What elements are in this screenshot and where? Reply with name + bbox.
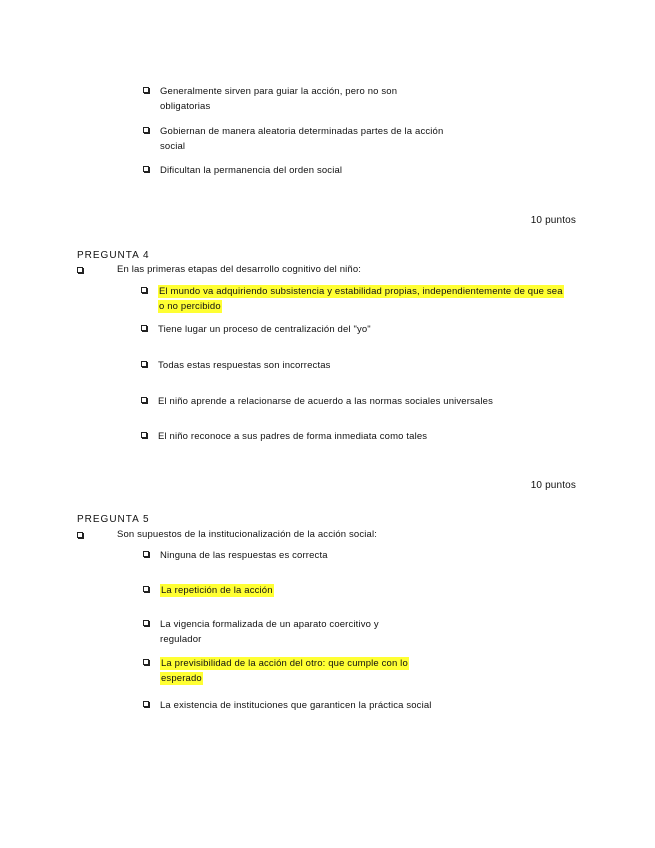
checkbox-icon: [77, 267, 83, 273]
option-label: El niño aprende a relacionarse de acuerdo a las normas sociales universales: [158, 396, 493, 407]
checkbox-icon[interactable]: [141, 432, 147, 438]
option-label: Dificultan la permanencia del orden social: [160, 165, 343, 176]
option-label: [158, 284, 563, 314]
option-label: Ninguna de las respuestas es correcta: [160, 550, 328, 561]
option-label: La existencia de instituciones que garanticen la práctica social: [160, 700, 432, 711]
checkbox-icon[interactable]: [143, 586, 149, 592]
option-label: Todas estas respuestas son incorrectas: [158, 360, 331, 371]
answer-highlight: La previsibilidad de la acción del otro: que cumple con lo esperado: [161, 658, 408, 684]
question-4-prompt: En las primeras etapas del desarrollo cognitivo del niño:: [117, 264, 362, 275]
checkbox-icon[interactable]: [143, 551, 149, 557]
question-5-prompt: Son supuestos de la institucionalización de la acción social:: [117, 529, 377, 540]
checkbox-icon[interactable]: [141, 397, 147, 403]
option-label: [160, 583, 460, 598]
option-label: Gobiernan de manera aleatoria determinadas partes de la acción social: [160, 126, 444, 152]
question-4-title: PREGUNTA 4: [77, 250, 150, 261]
checkbox-icon[interactable]: [143, 87, 149, 93]
question-5-title: PREGUNTA 5: [77, 514, 150, 525]
checkbox-icon[interactable]: [143, 166, 149, 172]
option-label: [160, 656, 445, 686]
question-5-points: 10 puntos: [530, 480, 576, 491]
answer-highlight: El mundo va adquiriendo subsistencia y estabilidad propias, independientemente de que sea o no percibido: [159, 286, 563, 312]
checkbox-icon: [77, 532, 83, 538]
checkbox-icon[interactable]: [141, 325, 147, 331]
option-label: El niño reconoce a sus padres de forma inmediata como tales: [158, 431, 428, 442]
checkbox-icon[interactable]: [143, 701, 149, 707]
checkbox-icon[interactable]: [141, 361, 147, 367]
option-label: Generalmente sirven para guiar la acción, pero no son obligatorias: [160, 86, 398, 112]
option-label: La vigencia formalizada de un aparato coercitivo y regulador: [160, 619, 379, 645]
answer-highlight: La repetición de la acción: [161, 585, 273, 596]
checkbox-icon[interactable]: [143, 620, 149, 626]
question-4-points: 10 puntos: [530, 215, 576, 226]
checkbox-icon[interactable]: [143, 659, 149, 665]
checkbox-icon[interactable]: [141, 287, 147, 293]
checkbox-icon[interactable]: [143, 127, 149, 133]
option-label: Tiene lugar un proceso de centralización del "yo": [158, 324, 371, 335]
